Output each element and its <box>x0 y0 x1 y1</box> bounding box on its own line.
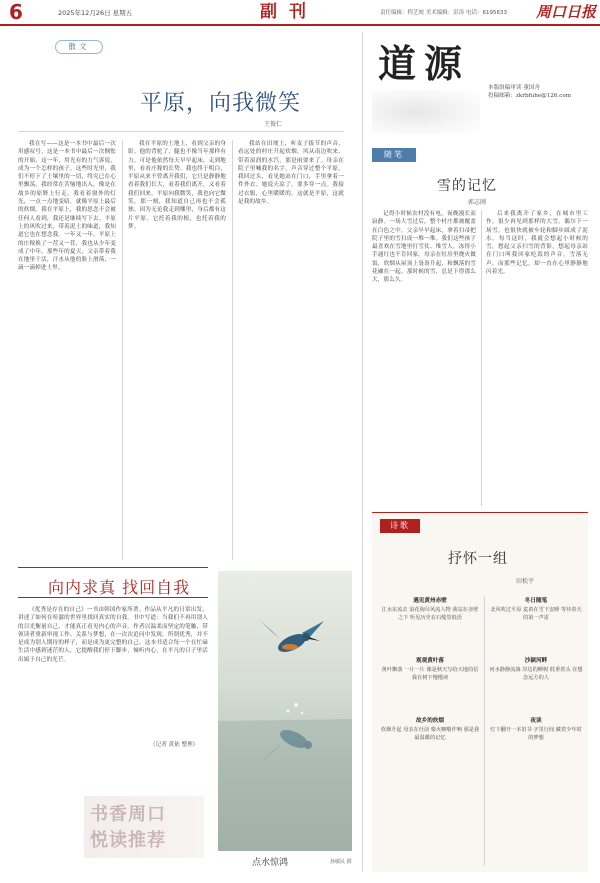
poem-heading: 观观黄叶落 <box>416 658 444 664</box>
banner-line-2: 悦读推荐 <box>90 830 166 851</box>
supplement-editor: 本版组稿审读 董国舟 <box>488 85 541 91</box>
page-header <box>0 0 600 26</box>
poem-heading: 故乡的炊烟 <box>416 718 444 724</box>
book-review-body: 《优秀是存在的自己》一书由韩国作家所著。作品从平凡的日常出发，讲述了如何在喧嚣的世界里找回真实的自我。书中写道：当我们不再用别人的目光衡量自己，才能真正看见内心的声音。作者以温柔而坚定的笔触，带领读者重新审视工作、关系与梦想，在一次次追问中发现，所谓优秀，并不是成为别人期待的样子，而是成为更完整的自己。这本书适合每一个在忙碌生活中感到迷茫的人，它提醒我们停下脚步，倾听内心，在平凡的日子里活出属于自己的光芒。 <box>18 607 208 663</box>
poetry-title: 抒怀一组 <box>448 551 508 567</box>
ink-wash-decoration <box>372 90 480 134</box>
photo-credit: 孙敏民 摄 <box>330 859 352 865</box>
poem-heading: 遇见黄州赤壁 <box>413 598 447 604</box>
suibi-column-tag: 随笔 <box>372 148 416 162</box>
poem-body: 黄叶飘落 一片一片 像是秋天写给大地的信 我在树下慢慢读 <box>381 667 479 681</box>
column-divider <box>484 596 485 866</box>
kingfisher-image <box>218 571 352 851</box>
editor-credits: 责任编辑：程艺皎 美术编辑：彭涛 电话：6195633 <box>380 10 507 16</box>
poetry-column-tag: 诗歌 <box>380 519 420 533</box>
essay-author: 王俊仁 <box>264 121 283 128</box>
poetry-author: 田松平 <box>516 578 535 585</box>
suibi-author: 郭志刚 <box>468 199 487 206</box>
essay-title: 平原，向我微笑 <box>140 91 302 116</box>
page-number: 6 <box>9 0 23 24</box>
suibi-column-2: 后来我离开了家乡，在城市里工作，很少再见到那样的大雪。偶尔下一场雪，也很快就被车轮和脚步踩成了泥水。每当这时，我就会想起小时候的雪，想起父亲扫雪的背影，想起母亲站在门口叫我回家吃饭的声音。雪落无声，而那些记忆，却一直在心里静静地闪着光。 <box>486 211 588 276</box>
essay-column-tag: 散文 <box>55 40 103 54</box>
poem-heading: 夜读 <box>530 718 542 724</box>
poem-body: 河水静静流淌 岸边的柳树 低垂着头 在想念远方的人 <box>489 667 583 681</box>
book-review-title: 向内求真 找回自我 <box>48 578 191 597</box>
suibi-title: 雪的记忆 <box>437 178 497 194</box>
essay-column-1: 我在写——这是一本书中最后一次用感叹号，这是一本书中最后一次惆怅的开始。这一年，用光有的力气诉说，成为一个怎样的孩子。这些时光里，我们不停下了土壤里的一切，终究已在心里飘荡。我经常在苦恼地出入，像是在故乡的原野上行走。我看着窗外的灯光，一点一点地变暗，就像平原上最后的炊烟。我在平原上，我的思念不会被任何人看到，我还是继续写下去。平原上的风吹过来，带着泥土的味道，我知道它也在想念我。一年又一年，平原上的庄稼换了一茬又一茬，我也从少年变成了中年。那些年的夏天，父亲带着我在地里干活，汗水从他的脸上滑落，一滴一滴掉进土里。 <box>18 141 116 272</box>
supplement-email: 投稿邮箱：zkrbfuhe@126.com <box>488 93 571 99</box>
suibi-column-1: 记得小时候农村没有电，夜晚漫长而寂静。一场大雪过后，整个村庄都被覆盖在白色之中。父亲早早起床，拿着扫帚把院子里的雪扫成一堆一堆。我们这些孩子最喜欢在雪地里打雪仗、堆雪人，冻得小手通红也不肯回家。母亲在灶房里烧火做饭，炊烟从屋顶上袅袅升起，和飘落的雪花融在一起。那时候的雪，总是下得那么大，那么久。 <box>372 211 476 284</box>
book-review-source: （记者 黄依 整理） <box>150 742 199 748</box>
poem-body: 炊烟升起 母亲在灶前 柴火噼啪作响 那是我最温暖的记忆 <box>380 727 480 741</box>
poem-body: 北风吹过平原 麦苗在雪下安睡 等待春天的第一声雷 <box>490 607 582 621</box>
banner-line-1: 书香周口 <box>90 804 166 825</box>
supplement-info <box>488 84 571 100</box>
poem-heading: 沙颍河畔 <box>524 658 548 664</box>
supplement-title: 道源 <box>378 41 471 86</box>
photo-caption: 点水惊鸿 <box>252 858 289 868</box>
column-divider <box>122 140 123 560</box>
divider <box>18 131 344 132</box>
section-title: 副刊 <box>260 2 318 22</box>
column-divider <box>232 140 233 560</box>
essay-column-2: 我在平原的土地上，看到父亲的身影。他的背驼了，腿也不像当年那样有力。可是他依然每天早早起床，走到地里，看看庄稼的长势。我也终于明白，平原从来不曾离开我们，它只是静静地看着我们长大，看着我们离开，又看着我们回来。平原向我微笑，我也向它微笑。那一刻，我知道自己再也不会孤独。因为无论我走到哪里，身后都有这片平原。它托着我的根，也托着我的梦。 <box>128 141 226 230</box>
divider <box>18 567 208 568</box>
column-divider <box>481 210 482 506</box>
poem-body: 灯下翻开一本旧书 字里行间 藏着少年时的梦想 <box>490 727 582 741</box>
column-divider <box>362 32 363 872</box>
poem-heading: 冬日随笔 <box>524 598 548 604</box>
newspaper-logo: 周口日报 <box>536 3 597 21</box>
divider <box>18 597 208 598</box>
kingfisher-photo <box>218 571 352 851</box>
essay-column-3: 我站在田埂上，听麦子拔节的声音，看远处的村庄升起炊烟。风从南边吹来，带着湿润的水汽，那是雨要来了。母亲在院子里喊我的名字，声音穿过整个平原。我回过头，看见她站在门口，手里拿着一件外衣。她说天凉了，要多穿一点。我接过衣服，心里暖暖的。这就是平原，这就是我的故乡。 <box>238 141 344 206</box>
poem-body: 江水东流去 浪花淘尽风流人物 我站在赤壁之下 听见历史在石缝里低语 <box>381 607 479 621</box>
issue-date: 2025年12月26日 星期五 <box>58 9 133 17</box>
